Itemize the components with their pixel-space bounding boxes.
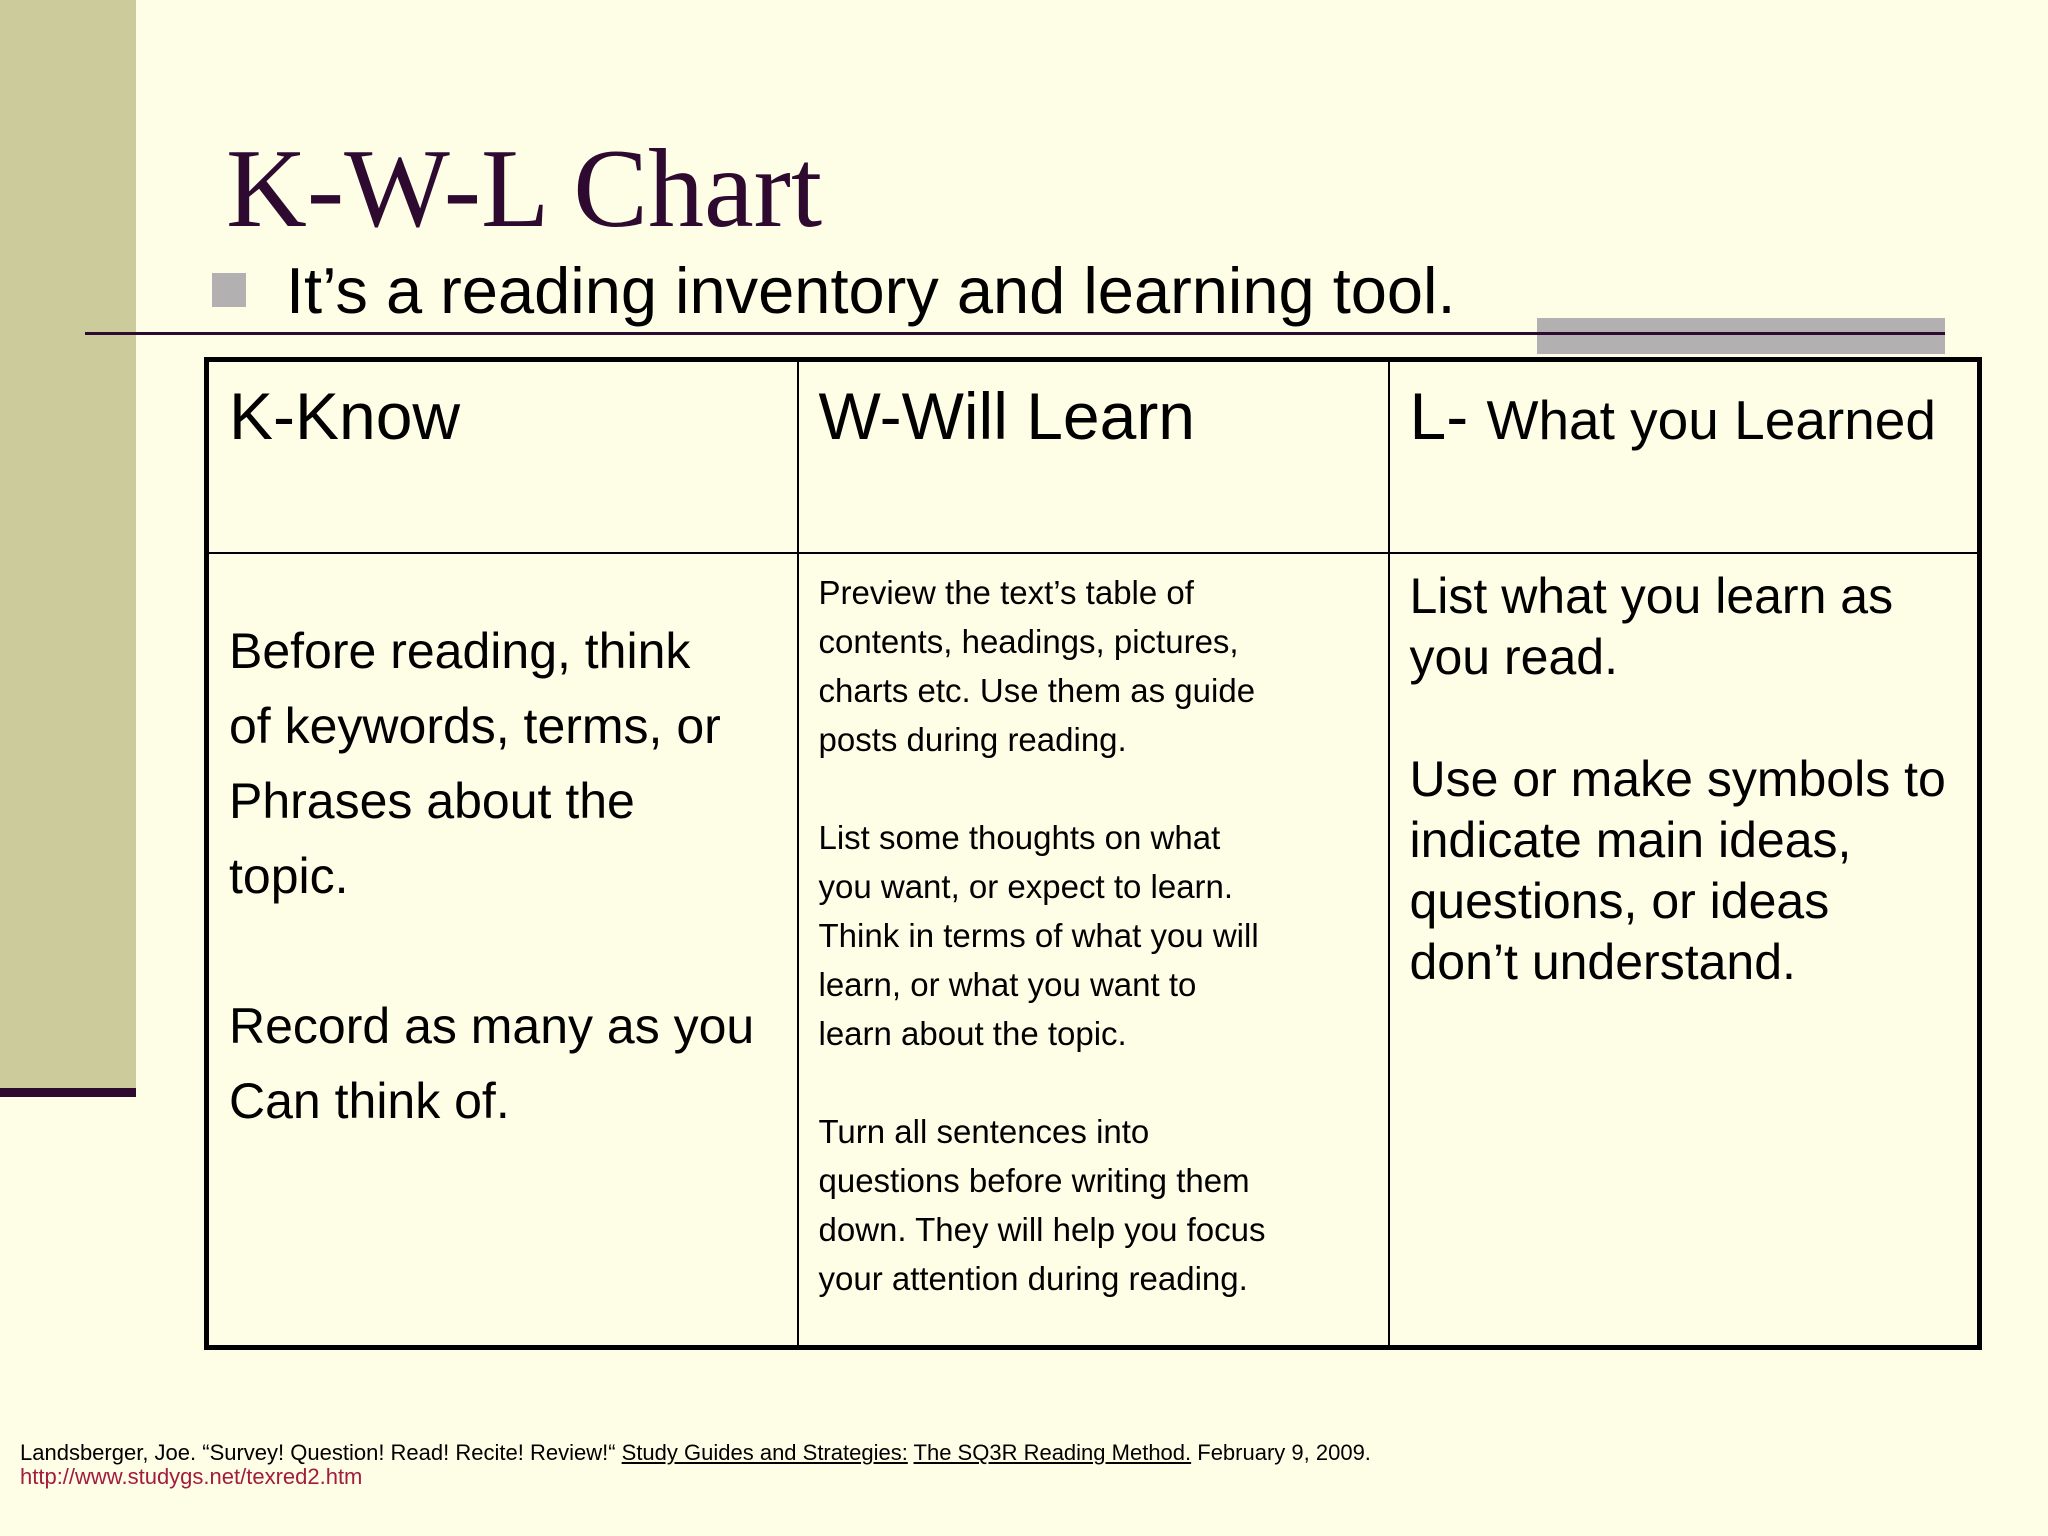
table-header-row (207, 360, 1980, 554)
kwl-table (204, 357, 1982, 1350)
k-body-cell: Before reading, think of keywords, terms, or Phrases about the topic. Record as many as you Can think of. (207, 553, 798, 1348)
decorative-side-bar (0, 0, 136, 1088)
table-body-row (207, 553, 1980, 1348)
l-header-prefix: L- (1409, 379, 1487, 453)
citation-text (20, 1441, 1371, 1465)
citation-author: Landsberger, Joe. “Survey! Question! Read! Recite! Review!“ (20, 1440, 622, 1465)
slide-title: K-W-L Chart (226, 127, 823, 251)
gray-square-bullet-icon (212, 273, 246, 307)
w-header: W-Will Learn (818, 379, 1196, 453)
bullet-text: It’s a reading inventory and learning tool. (286, 253, 1456, 327)
citation-date: February 9, 2009. (1191, 1440, 1371, 1465)
citation-url-link[interactable]: http://www.studygs.net/texred2.htm (20, 1464, 363, 1489)
k-header: K-Know (229, 379, 461, 453)
l-body-cell: List what you learn as you read. Use or make symbols to indicate main ideas, questions, or ideas don’t understand. (1389, 553, 1980, 1348)
w-body-cell: Preview the text’s table of contents, headings, pictures, charts etc. Use them as guide posts during reading. List some thoughts on what you want, or expect to learn. Think in terms of what you will learn, or what you want to learn about the topic. Turn all sentences into questions before writing them down. They will help you focus your attention during reading. (798, 553, 1389, 1348)
citation-site: Study Guides and Strategies: (621, 1440, 908, 1465)
citation-page: The SQ3R Reading Method. (913, 1440, 1192, 1465)
l-header-cell (1389, 360, 1980, 554)
bullet-point (212, 250, 1456, 330)
title-divider-accent (1537, 318, 1945, 354)
side-bar-underline (0, 1088, 136, 1097)
citation (20, 1441, 1371, 1489)
w-header-cell (798, 360, 1389, 554)
l-header-text: What you Learned (1486, 389, 1936, 451)
k-header-cell (207, 360, 798, 554)
